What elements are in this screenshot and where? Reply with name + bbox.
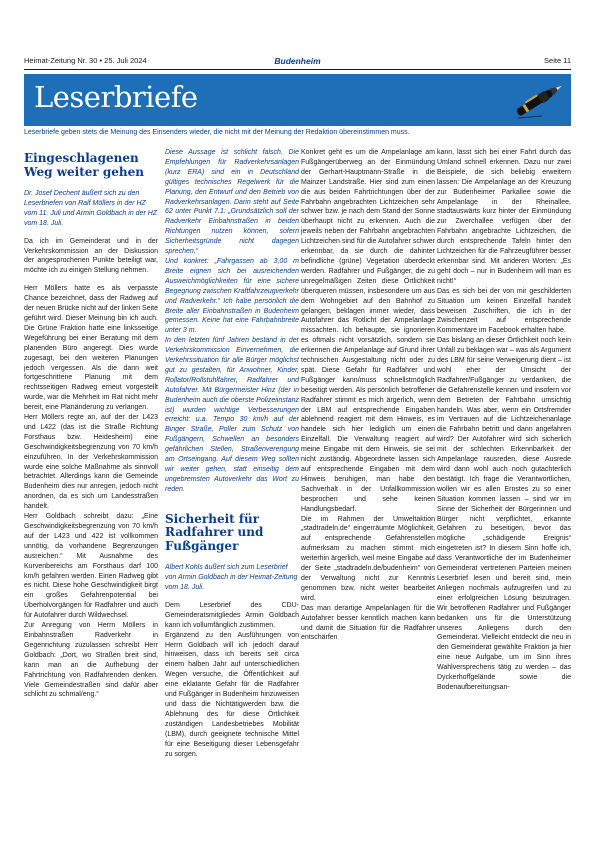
disclaimer-text: Leserbriefe geben stets die Meinung des Einsenders wieder, die nicht mit der Meinung der Redaktion übereinstimmen muss.: [24, 129, 410, 136]
paragraph: Konkret geht es um die Ampelanlage am Fußgängerüberweg an der Einmündung der Gerhart-Hauptmann-Straße in die Mainzer Landstraße. Hier sind zum einen die aus beiden Fahrtrichtungen über der Fahrbahn angebrachten Lichtzeichen sehr schwer bzw. je nach dem Stand der Sonne überhaupt nicht zu erkennen. Auch die jeweils neben der Fahrbahn angebrachten Lichtzeichen sind für die Autofahrer schwer erkennbar, da sie durch die dahinter befindliche (grüne) Vegetation überdeckt werden. Radfahrer und Fußgänger, die zu unregelmäßigen Zeiten diese Örtlichkeit überqueren müssen, insbesondere um aus dem Wohngebiet auf den Bahnhof zu gelangen, beklagen immer wieder, dass Autofahrer das Rotlicht der Ampelanlage missachten. Ich behaupte, sie ignorieren es oftmals nicht vorsätzlich, sondern sie erkennen die Ampelanlage auf Grund ihrer technischen Ausgestaltung nicht oder zu spät. Diese Gefahr für Radfahrer und Fußgänger kann/muss schnellstmöglich beseitigt werden. Als persönlich betroffener Radfahrer stimmt es mich ärgerlich, wenn der LBM auf entsprechende Eingaben ablehnend reagiert mit dem Hinweis, es handele sich hier lediglich um einen Einzelfall. Die Verwaltung reagiert auf meine Eingabe mit dem Hinweis, sie sei nicht zuständig. Abgeordnete lassen sich auf entsprechende Eingaben mit dem Hinweis beruhigen, man habe den Sachverhalt in der Unfallkommission besprochen und sehe keinen Handlungsbedarf.: [301, 149, 435, 513]
paragraph: Und konkret: „Fahrgassen ab 3,00 m Breite eignen sich bei ausreichenden Ausweichmöglichkeiten für eine sichere Begegnung zwischen Kraftfahrzeugverkehr und Radverkehr.“ Ich habe persönlich die Breite aller Einbahnstraßen in Budenheim gemessen. Keine hat eine Fahrbahnbreite unter 3 m.: [165, 257, 299, 335]
column-1: [24, 148, 158, 828]
section-title: Leserbriefe: [34, 80, 198, 114]
section-banner: [24, 74, 571, 126]
paragraph: Herr Möllers regte an, auf der der L423 und L422 (das ist die Straße Richtung Forsthaus bzw. Heidesheim) eine Geschwindigkeitsbegrenzung von 70 km/h einzuführen. In der Verkehrskommission wurde eine solche Maßnahme als sinnvoll betrachtet. Allerdings kann die Gemeinde Budenheim dies nur anregen, jedoch nicht anordnen, da es sich um Landesstraßen handelt.: [24, 414, 158, 511]
paragraph: Das bislang an dieser Örtlichkeit noch kein Unfall zu beklagen war – was als Argument des LBM für seine Verweigerung dient – ist wohl eher der Umsicht der Radfahrer/Fußgänger zu verdanken, die die Gefahrenstelle kennen und insofern vor dem Betreten der Fahrbahn umsichtig handeln. Was aber, wenn ein Ortsfremder im Vertrauen auf die Lichtzeichenanlage die Fahrbahn betritt und dann angefahren wird? Der Autofahrer wird sich sicherlich mit der schlechten Erkennbarkeit der Ampelanlage rausreden, diese Ausrede wird dann wohl auch noch gutachterlich bestätigt. Ich frage die Verantwortlichen, wollen wir es allen Ernstes zu so einer Situation kommen lassen – sind wir im Sinne der Sicherheit der Bürgerinnen und Bürger nicht verpflichtet, erkannte Gefahren zu beseitigen, bevor das mögliche „schädigende Ereignis“ eingetreten ist? In diesem Sinn hoffe ich, dass Verantwortliche der im Budenheimer Gemeinderat vertretenen Parteien meinen Leserbrief lesen und bereit sind, mein Anliegen nochmals aufzugreifen und zu einer erfolgreichen Lösung beizutragen. Wir betroffenen Radfahrer und Fußgänger bedanken uns für die Unterstützung unseres Anliegens durch den Gemeinderat. Vielleicht entdeckt die neu in den Gemeinderat gewählte Fraktion ja hier eine neue Aufgabe, um im Sinn ihres Wahlversprechens tätig zu werden – das Dyckerhoffgelände sowie die Bodenaufbereitungsan-: [437, 337, 571, 691]
section-name: Budenheim: [274, 56, 321, 66]
header-divider: [24, 69, 571, 70]
paragraph: kann, lässt sich bei einer Fahrt durch das Umland schnell erkennen. Dazu nur zwei Beispiele, die sich beliebig erweitern lassen: Die Ampelanlage an der Kreuzung zur Budenheimer Parkallee sowie die Ampelanlage in der Rheinallee, stadtauswärts kurz hinter der Einmündung zur Zwerchallee verfügen über der Fahrbahn angebrachte Lichtzeichen, die durch entsprechende Tafeln hinter den Lichtzeichen für die Fahrzeugführer besser erkennbar sind. Mit anderen Worten: „Es geht doch – nur in Budenheim will man es nicht!“: [437, 149, 571, 285]
paragraph: Herr Goldbach schreibt dazu: „Eine Geschwindigkeitsbegrenzung von 70 km/h auf der L423 und 422 ist vollkommen unnötig, da vorhandene Begrenzungen ausreichen.“ Mit Ausnahme des Kurvenbereichs am Forsthaus darf 100 km/h gefahren werden. Einen Radweg gibt es nicht. Diese hohe Geschwindigkeit birgt ein großes Gefahrenpotential bei Überholvorgängen für Radfahrer und auch für Autofahrer durch Wildwechsel.: [24, 513, 158, 620]
paragraph: Da ich im Gemeinderat und in der Verkehrskommission an der Diskussion der angesprochenen Punkte beteiligt war, möchte ich zu einigen Stellung nehmen.: [24, 237, 158, 275]
paragraph: In den letzten fünf Jahren bestand in der Verkehrskommission Einvernehmen, die Verkehrssituation für alle Bürger möglichst gut zu gestalten, für Anwohner, Kinder, Rollator/Rollstuhlfahrer, Radfahrer und Autofahrer. Mit Bürgermeister Hinz (der in Budenheim auch die oberste Polizeiinstanz ist) wurden wichtige Verbesserungen erreicht: u.a. Tempo 30 km/h auf der Binger Straße, Poller zum Schutz von Fußgängern, Schwellen an besonders gefährlichen Stellen, Straßenverengung am Ortseingang. Auf diesem Weg sollten wir weiter gehen, statt einseitig dem ungebremsten Autoverkehr das Wort zu reden.: [165, 337, 299, 493]
paragraph: Dem Leserbrief des CDU-Gemeinderatsmitgliedes Armin Goldbach kann ich vollumfänglich zustimmen.: [165, 601, 299, 629]
column-2: [165, 148, 299, 828]
paragraph: Diese Aussage ist schlicht falsch. Die Empfehlungen für Radverkehrsanlagen (kurz ERA) sind ein in Deutschland gültiges technisches Regelwerk für die Planung, den Entwurf und den Betrieb von Radverkehrsanlagen. Darin steht auf Seite 62 unter Punkt 7.1: „Grundsätzlich soll der Radverkehr Einbahnstraßen in beiden Richtungen nutzen können, sofern Sicherheitsgründe nicht dagegen sprechen.“: [165, 149, 299, 256]
article-subline: Albert Kohls äußert sich zum Leserbrief von Armin Goldbach in der Heimat-Zeitung vom 18. Juli.: [165, 564, 298, 592]
paragraph: Das man derartige Ampelanlagen für die Autofahrer besser kenntlich machen kann und damit die Situation für die Radfahrer entschärfen: [301, 604, 435, 642]
paragraph: Die im Rahmen der Umweltaktion „stadtradeln.de“ eingerräumte Möglichkeit, auf entsprechende Gefahrenstellen aufmerksam zu machen stimmt mich weiterhin ärgerlich, weil meine Eingabe auf der Seite „stadtradeln.de/budenheim“ von der Verwaltung nicht zur Kenntnis genommen bzw. nicht weiter bearbeitet wird.: [301, 515, 435, 602]
article-subline: Dr. Josef Dechent äußert sich zu den Leserbriefen von Ralf Möllers in der HZ vom 11. Juli und Armin Goldbach in der HZ vom 18. Juli.: [24, 190, 158, 227]
paragraph: Herr Möllers hatte es als verpasste Chance bezeichnet, dass der Radweg auf der neuen Brücke nicht auf der linken Seite geführt wird. Dieser Meinung bin ich auch. Die Grüne Fraktion hatte eine linksseitige Wegeführung bei einer Beratung mit dem planenden Büro angeregt. Dies wurde zugesagt, bei den weiteren Planungen jedoch vergessen. Als die dann weit fortgeschrittene Planung mit dem rechtsseitigen Radweg erneut vorgestellt wurde, war die Mehrheit im Rat nicht mehr bereit, eine Planänderung zu verlangen.: [24, 285, 158, 412]
paragraph: Zur Anregung von Herrn Möllers in Einbahnstraßen Radverkehr in Gegenrichtung zuzulassen schreibt Herr Goldbach: „Dort, wo Straßen breit sind, kann man an die Aufhebung der Fahrtrichtung von Radfahrenden denken. Viele Gemeindestraßen sind dafür aber schlicht zu schmal/eng.“: [24, 622, 158, 699]
column-4: [437, 148, 571, 828]
article-headline: Sicherheit für Radfahrer und Fußgänger: [165, 511, 264, 553]
page-number: Seite 11: [544, 56, 571, 65]
pen-icon: [510, 78, 568, 122]
issue-info: Heimat-Zeitung Nr. 30 • 25. Juli 2024: [24, 56, 147, 65]
article-headline: Eingeschlagenen Weg weiter gehen: [24, 151, 145, 179]
column-3: [301, 148, 435, 828]
paragraph: Ergänzend zu den Ausführungen von Herrn Goldbach will ich jedoch darauf hinweisen, dass ich bereits seit circa einem halben Jahr auf unterschiedlichen Wegen versuche, die Öffentlichkeit auf eine eklatante Gefahr für die Radfahrer und Fußgänger in Budenheim hinzuweisen und dass die Nichtätigwerden bzw. die Ablehnung des für diese Örtlichkeit zuständigen Landesbetriebes Mobilität (LBM), durch geeignete technische Mittel für eine Beseitigung dieser Lebensgefahr zu sorgen.: [165, 631, 299, 758]
page-header: [24, 54, 571, 68]
paragraph: Das es sich bei der von mir geschilderten Situation um keinen Einzelfall handelt beweisen Zuschriften, die ich in der Zwischenzeit auf entsprechende Kommentare im Facebook erhalten habe.: [437, 287, 571, 335]
